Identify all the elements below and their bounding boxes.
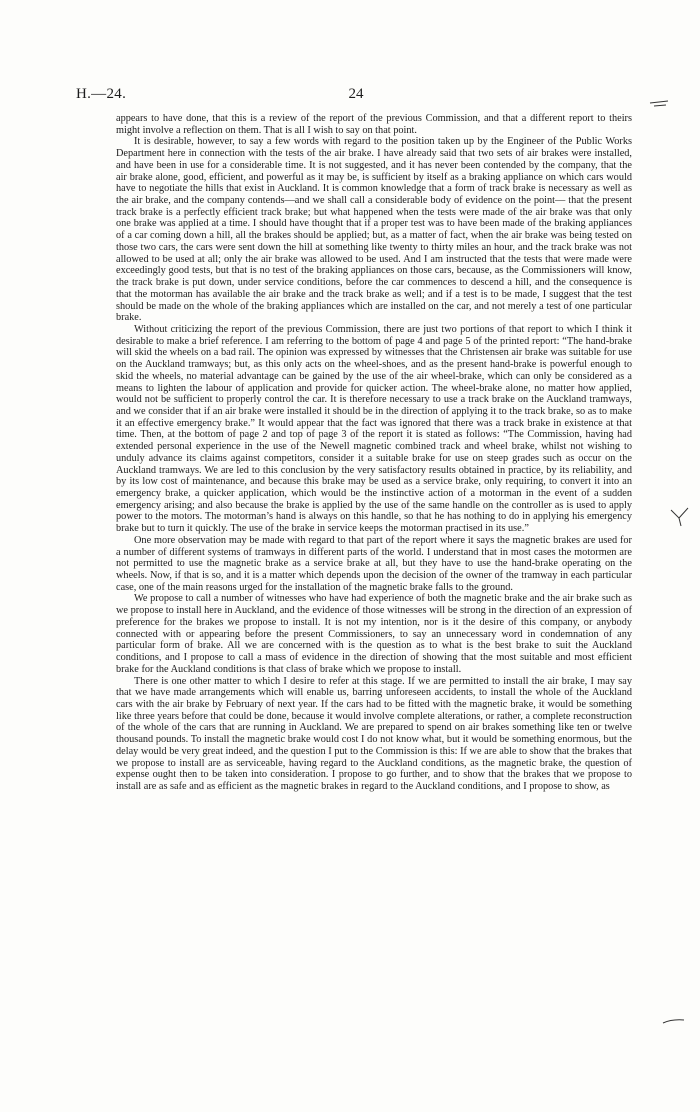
paragraph-2: It is desirable, however, to say a few words with regard to the position taken up by the Engineer of the Public Works Department here in connection with the tests of the air brake. I have already said that two sets of air brakes were installed, and have been in use for a considerable time. It is not suggested, and it has never been contended by the company, that the air brake alone, good, efficient, and powerful as it may be, is sufficient by itself as a braking appliance on which cars would have to negotiate the hills that exist in Auckland. It is common knowledge that a form of track brake is necessary as well as the air brake, and the company contends—and we shall call a considerable body of evidence on the point— that the present track brake is a perfectly efficient track brake; but what happened when the tests were made of the air brake was that only one brake was applied at a time. I should have thought that if a proper test was to have been made of the braking appliances of a car coming down a hill, all the brakes should be applied; but, as a matter of fact, when the air brake was being tested on those two cars, the cars were sent down the hill at something like twenty to thirty miles an hour, and the track brake was not allowed to be used at all; only the air brake was allowed to be used. And I am instructed that the tests that were made were exceedingly good tests, but that is no test of the braking appliances on those cars, because, as the Commissioners will know, the track brake is put down, under service conditions, before the car commences to descend a hill, and the consequence is that the motorman has available the air brake and the track brake as well; and if a test is to be made, I suggest that the test should be made on the whole of the braking appliances which are installed on the car, and not merely a test of one particular brake. [116, 136, 632, 324]
margin-dash-mark [648, 96, 672, 110]
paragraph-6: There is one other matter to which I desire to refer at this stage. If we are permitted to install the air brake, I may say that we have made arrangements which will enable us, barring unforeseen accidents, to install the whole of the Auckland cars with the air brake by February of next year. If the cars had to be fitted with the magnetic brake, it would be something like three years before that could be done, because it would involve complete alterations, or rather, a complete reconstruction of the whole of the cars that are running in Auckland. We are prepared to spend on air brakes something like ten or twelve thousand pounds. To install the magnetic brake would cost I do not know what, but it would be something enormous, but the delay would be very great indeed, and the question I put to the Commission is this: If we are able to show that the brakes that we propose to install are as serviceable, having regard to the Auckland conditions, as the magnetic brake, the question of expense ought then to be taken into consideration. I propose to go further, and to show that the brakes that we propose to install are as safe and as efficient as the magnetic brakes in regard to the Auckland conditions, and I propose to show, as [116, 675, 632, 792]
paragraph-4: One more observation may be made with regard to that part of the report where it says the magnetic brakes are used for a number of different systems of tramways in different parts of the world. I understand that in most cases the motormen are not permitted to use the magnetic brake as a service brake at all, but they have to use the hand-brake operating on the wheels. Now, if that is so, and it is a matter which depends upon the decision of the owner of the tramway in each particular case, one of the main reasons urged for the installation of the magnetic brake falls to the ground. [116, 534, 632, 593]
paragraph-5: We propose to call a number of witnesses who have had experience of both the magnetic brake and the air brake such as we propose to install here in Auckland, and the evidence of those witnesses will be strong in the direction of an expression of preference for the brakes we propose to install. It is not my intention, nor is it the desire of this company, or anybody connected with or appearing before the present Commissioners, to say an unnecessary word in condemnation of any particular form of brake. All we are concerned with is the question as to what is the best brake to suit the Auckland conditions, and I propose to call a mass of evidence in the direction of showing that the most suitable and most efficient brake for the Auckland conditions is that class of brake which we propose to install. [116, 593, 632, 675]
page-header [76, 86, 636, 106]
paragraph-3: Without criticizing the report of the previous Commission, there are just two portions of that report to which I think it desirable to make a brief reference. I am referring to the bottom of page 4 and page 5 of the printed report: “The hand-brake will skid the wheels on a bad rail. The opinion was expressed by witnesses that the Christensen air brake was suitable for use on the Auckland tramways; but, as this only acts on the wheel-shoes, and as the present hand-brake is powerful enough to skid the wheels, no material advantage can be gained by the use of the air wheel-brake, which can only be considered as a means to lighten the labour of application and provide for quicker action. The wheel-brake alone, no matter how applied, would not be sufficient to properly control the car. It is therefore necessary to use a track brake on the Auckland tramways, and we consider that if an air brake were installed it should be in the direction of applying it to the track brake, so as to make it an effective emergency brake.” It would appear that the fact was ignored that there was a track brake in existence at that time. Then, at the bottom of page 2 and top of page 3 of the report it is stated as follows: “The Commission, having had extended personal experience in the use of the Newell magnetic combined track and wheel brake, whilst not wishing to unduly advance its claims against competitors, consider it a suitable brake for use on steep grades such as occur on the Auckland tramways. We are led to this conclusion by the very satisfactory results obtained in practice, by its reliability, and by its low cost of maintenance, and because this brake may be used as a service brake, only requiring, to convert it into an emergency brake, a quicker application, which would be the instinctive action of a motorman in the event of a sudden emergency arising; and also because the brake is applied by the use of the same handle on the controller as is used to apply power to the motors. The motorman’s hand is always on this handle, so that he has nothing to do in applying his emergency brake but to turn it quickly. The use of the brake in service keeps the motorman practised in its use.” [116, 323, 632, 535]
paragraph-1: appears to have done, that this is a review of the report of the previous Commission, and that a different report to theirs might involve a reflection on them. That is all I wish to say on that point. [116, 113, 632, 136]
page-number: 24 [348, 86, 364, 102]
document-id: H.—24. [76, 86, 127, 102]
margin-dash-mark [662, 1016, 686, 1026]
margin-tick-mark [670, 506, 690, 528]
body-text [116, 113, 632, 793]
